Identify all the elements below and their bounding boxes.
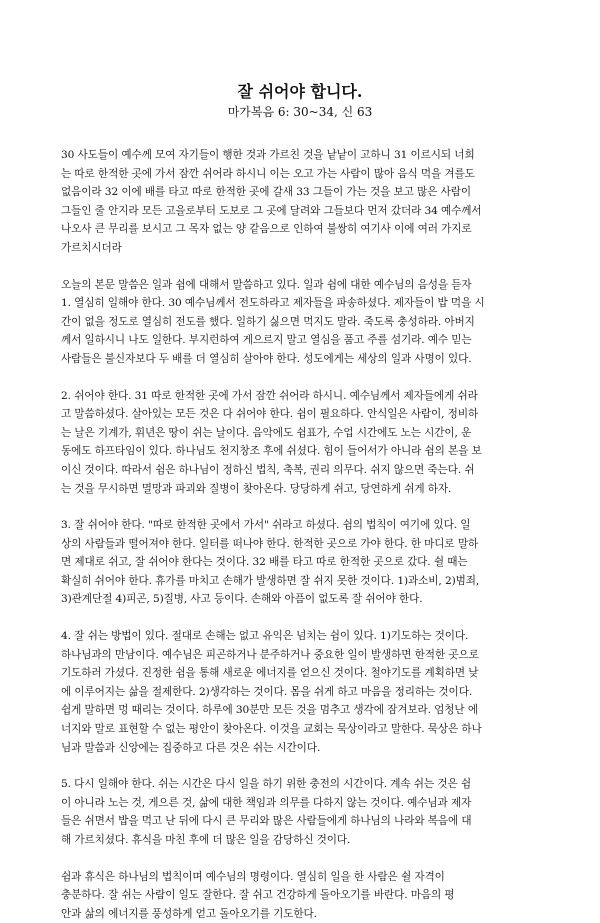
text-line: 2. 쉬어야 한다. 31 따로 한적한 곳에 가서 잠깐 쉬어라 하시니. 예수님께서 제자들에게 쉬라 [61, 389, 478, 402]
page-title: 잘 쉬어야 합니다. [237, 82, 363, 101]
text-line: 나오사 큰 무리를 보시고 그 목자 없는 양 같음으로 인하여 불쌍히 여기사 이에 여러 가지로 [61, 223, 472, 236]
text-line: 30 사도들이 예수께 모여 자기들이 행한 것과 가르친 것을 낱낱이 고하니 31 이르시되 너희 [61, 149, 475, 161]
text-line: 들은 쉬면서 밥을 먹고 난 뒤에 다시 큰 무리와 많은 사람들에게 하나님의 나라와 복음에 대 [61, 815, 472, 828]
text-line: 4. 잘 쉬는 방법이 있다. 절대로 손해는 없고 유익은 넘치는 쉼이 있다. 1)기도하는 것이다. [61, 630, 469, 643]
text-line: 없음이라 32 이에 배를 타고 따로 한적한 곳에 갈새 33 그들이 가는 것을 보고 많은 사람이 [61, 186, 471, 199]
paragraph [61, 627, 539, 757]
paragraph [61, 276, 539, 369]
paragraph [61, 516, 539, 609]
paragraph [61, 146, 539, 258]
text-line: 상의 사람들과 떨어져야 한다. 일터를 떠나야 한다. 한적한 곳으로 가야 한다. 한 마디로 말하 [61, 537, 479, 550]
text-line: 이신 것이다. 따라서 쉼은 하나님이 정하신 법칙, 축복, 권리 의무다. 쉬지 않으면 죽는다. 쉬 [61, 463, 475, 476]
text-line: 는 따로 한적한 곳에 가서 잠깐 쉬어라 하시니 이는 오고 가는 사람이 많아 음식 먹을 겨를도 [61, 167, 475, 180]
text-line: 3. 잘 쉬어야 한다. "따로 한적한 곳에서 가서" 쉬라고 하셨다. 쉼의 법칙이 여기에 있다. 일 [61, 519, 471, 532]
text-line: 그들인 줄 안지라 모든 고을로부터 도보로 그 곳에 달려와 그들보다 먼저 갔더라 34 예수께서 [61, 204, 482, 217]
paragraph [61, 387, 539, 499]
text-line: 께서 일하시니 나도 일한다. 부지런하여 게으르지 말고 열심을 품고 주를 섬기라. 예수 믿는 [61, 334, 472, 347]
text-line: 님과 말씀과 신앙에는 집중하고 다른 것은 쉬는 시간이다. [61, 741, 321, 754]
text-line: 하나님과의 만남이다. 예수님은 피곤하거나 분주하거나 중요한 일이 발생하면 한적한 곳으로 [61, 648, 479, 661]
text-line: 너지와 말로 표현할 수 없는 평안이 찾아온다. 이것을 교회는 묵상이라고 말한다. 묵상은 하나 [61, 723, 482, 736]
text-line: 기도하러 가셨다. 진정한 쉼을 통해 새로운 에너지를 얻으신 것이다. 철야기도를 계획하면 낮 [61, 667, 479, 680]
text-line: 고 말씀하셨다. 살아있는 모든 것은 다 쉬어야 한다. 쉼이 필요하다. 안식일은 사람이, 정비하 [61, 408, 479, 421]
text-line: 는 날은 기계가, 휘년은 땅이 쉬는 날이다. 음악에도 쉼표가, 수업 시간에도 노는 시간이, 운 [61, 426, 472, 439]
text-line: 쉼과 휴식은 하나님의 법칙이며 예수님의 명령이다. 열심히 일을 한 사람은 쉴 자격이 [61, 870, 445, 883]
scripture-reference: 마가복음 6: 30~34, 신 63 [227, 105, 373, 119]
text-line: 사람들은 불신자보다 두 배를 더 열심히 살아야 한다. 성도에게는 세상의 일과 사명이 있다. [61, 352, 472, 365]
text-line: 이 아니라 노는 것, 게으른 것, 삶에 대한 책임과 의무를 다하지 않는 것이다. 예수님과 제자 [61, 796, 472, 809]
text-line: 오늘의 본문 말씀은 일과 쉼에 대해서 말씀하고 있다. 일과 쉼에 대한 예수님의 음성을 듣자 [61, 278, 472, 291]
text-line: 충분하다. 잘 쉬는 사람이 일도 잘한다. 잘 쉬고 건강하게 돌아오기를 바란다. 마음의 평 [61, 889, 455, 902]
text-line: 1. 열심히 일해야 한다. 30 예수님께서 전도하라고 제자들을 파송하셨다. 제자들이 밥 먹을 시 [61, 297, 485, 310]
text-line: 안과 삶의 에너지를 풍성하게 얻고 돌아오기를 기도한다. [61, 907, 317, 920]
text-line: 확실히 쉬어야 한다. 휴가를 마치고 손해가 발생하면 잘 쉬지 못한 것이다. 1)과소비, 2)범죄, [61, 574, 480, 587]
paragraph [61, 775, 539, 849]
text-line: 간이 없을 정도로 열심히 전도를 했다. 일하기 싫으면 먹지도 말라. 죽도록 충성하라. 아버지 [61, 315, 475, 328]
text-line: 해 가르치셨다. 휴식을 마친 후에 더 많은 일을 감당하신 것이다. [61, 834, 351, 846]
text-line: 는 것을 무시하면 멸망과 파괴와 질병이 찾아온다. 당당하게 쉬고, 당연하게 쉬게 하자. [61, 482, 452, 495]
text-line: 쉽게 말하면 멍 때리는 것이다. 하루에 30분만 모든 것을 멈추고 생각에 잠겨보라. 엄청난 에 [61, 704, 478, 717]
text-line: 가르치시더라 [61, 241, 122, 254]
paragraph [61, 868, 539, 923]
text-line: 5. 다시 일해야 한다. 쉬는 시간은 다시 일을 하기 위한 충전의 시간이다. 계속 쉬는 것은 쉼 [61, 778, 471, 791]
document-body [61, 146, 539, 923]
text-line: 3)관계단절 4)피곤, 5)질병, 사고 등이다. 손해와 아픔이 없도록 잘 쉬어야 한다. [61, 593, 423, 606]
text-line: 동에도 하프타임이 있다. 하나님도 천지창조 후에 쉬셨다. 힘이 들어서가 아니라 쉼의 본을 보 [61, 445, 482, 458]
text-line: 면 제대로 쉬고, 잘 쉬어야 한다는 것이다. 32 배를 타고 따로 한적한 곳으로 갔다. 쉴 때는 [61, 556, 468, 569]
text-line: 에 이루어지는 삶을 절제한다. 2)생각하는 것이다. 몸을 쉬게 하고 마음을 정리하는 것이다. [61, 685, 473, 698]
